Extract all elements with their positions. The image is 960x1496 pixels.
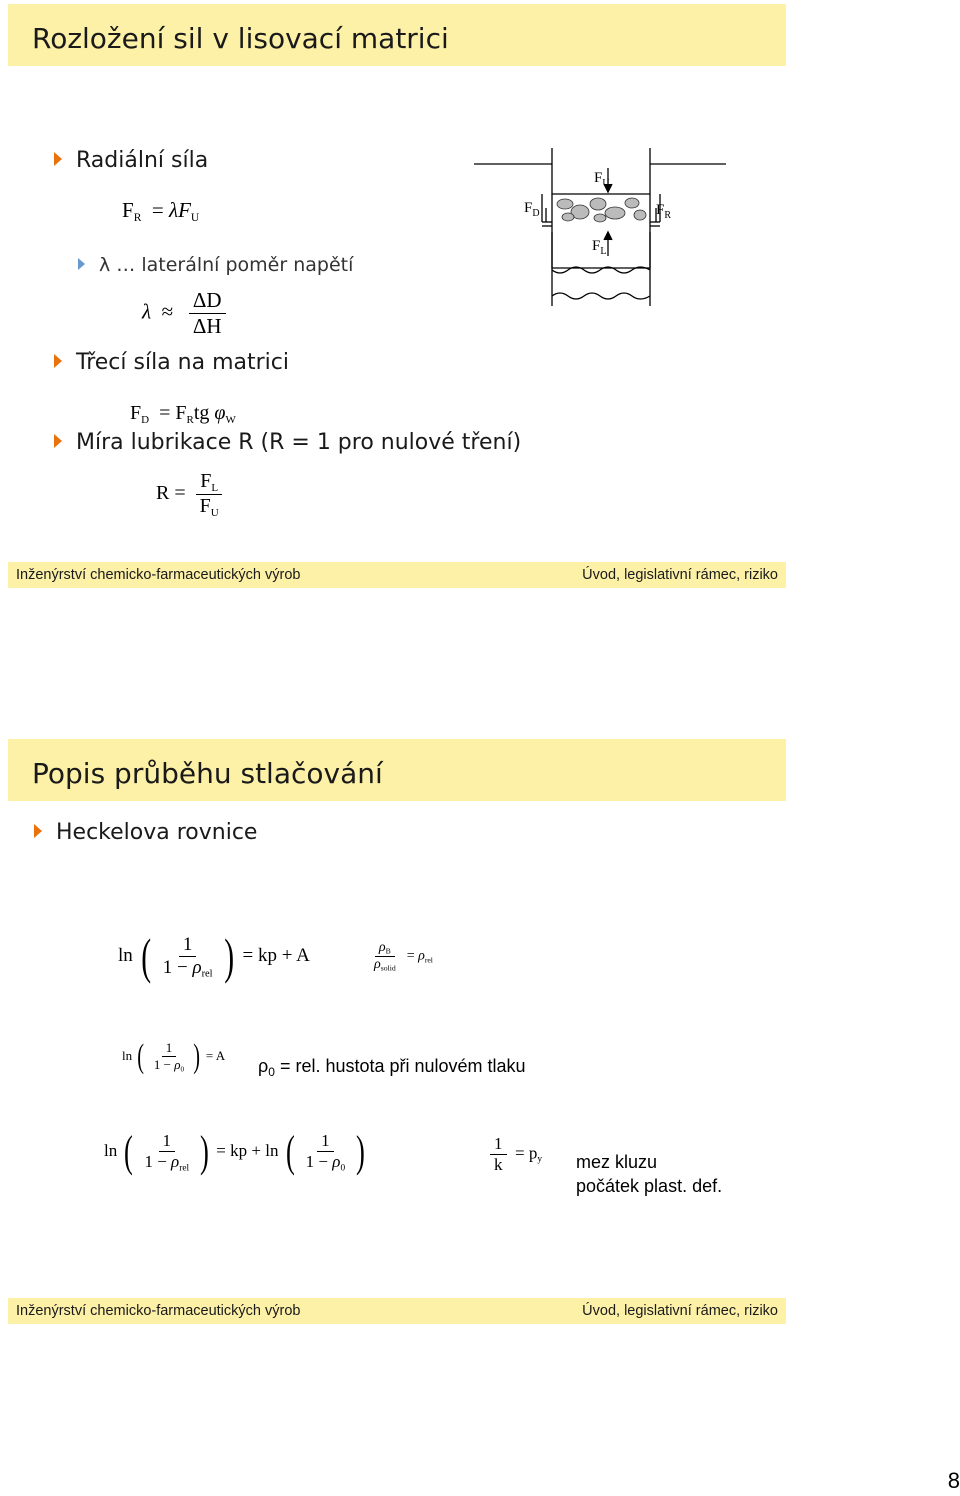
- eq-relative-density: $\frac{\rho B}{\text{ρsolid}}$ = ρrel: [374, 940, 433, 973]
- svg-text:FL: $F_L$: [592, 238, 607, 257]
- footer-left: Inženýrství chemicko-farmaceutických výrob: [16, 1303, 301, 1319]
- bullet-heckel: Heckelova rovnice: [34, 820, 257, 845]
- eq-lambda-ratio: λ ≈ $\frac{\Delta D}{\Delta H}$: [142, 288, 226, 339]
- bullet-lubrication: Míra lubrikace R (R = 1 pro nulové tření): [54, 430, 521, 455]
- eq-lubrication-ratio: R = $\frac{FL}{FU}$: [156, 470, 223, 519]
- bullet-arrow-icon: [54, 152, 62, 166]
- eq-radial-force: FR = λFU: [122, 198, 200, 225]
- note-plastic-deformation: počátek plast. def.: [576, 1176, 723, 1196]
- note-yield-limit: mez kluzu: [576, 1152, 658, 1172]
- die-force-diagram: [470, 146, 740, 316]
- bullet-arrow-icon: [34, 824, 42, 838]
- bullet-friction-force: Třecí síla na matrici: [54, 350, 289, 375]
- eq-friction: FD = FRtg φW: [130, 402, 236, 426]
- rho0-note: $\rho_0$ = rel. hustota při nulovém tlaku: [258, 1056, 526, 1079]
- bullet-arrow-icon: [54, 434, 62, 448]
- sub-bullet-lambda: λ … laterální poměr napětí: [78, 254, 353, 276]
- eq-heckel-full: ln ( $\frac{1}{\text{1 − ρrel}}$ ) = kp + ln ( $\frac{1}{1 - \rho 0}$ ): [104, 1127, 366, 1176]
- sub-bullet-arrow-icon: [78, 258, 85, 270]
- slide2-footer: [8, 1298, 786, 1324]
- bullet-radial-force: Radiální síla: [54, 148, 208, 173]
- footer-left: Inženýrství chemicko-farmaceutických výrob: [16, 567, 301, 583]
- page-number: 8: [947, 1468, 960, 1493]
- slide1-title: Rozložení sil v lisovací matrici: [32, 22, 449, 55]
- footer-right: Úvod, legislativní rámec, riziko: [582, 567, 778, 583]
- svg-text:FU: $F_U$: [594, 170, 610, 189]
- svg-text:FD: $F_D$: [524, 200, 540, 219]
- eq-heckel-zero: ln ( $\frac{1}{1 - \rho 0}$ ) = A: [122, 1038, 226, 1075]
- footer-right: Úvod, legislativní rámec, riziko: [582, 1303, 778, 1319]
- eq-yield-pressure: $\frac{1}{k}$ = py: [490, 1134, 542, 1175]
- slide2-title: Popis průběhu stlačování: [32, 757, 383, 790]
- slide2-title-bar: [8, 739, 786, 801]
- bullet-arrow-icon: [54, 354, 62, 368]
- slide1-title-bar: [8, 4, 786, 66]
- eq-heckel: ln ( $\frac{1}{\text{1 − ρrel}}$ ) = kp + A: [118, 929, 310, 984]
- slide1-footer: [8, 562, 786, 588]
- svg-text:FR: $F_R$: [656, 202, 672, 221]
